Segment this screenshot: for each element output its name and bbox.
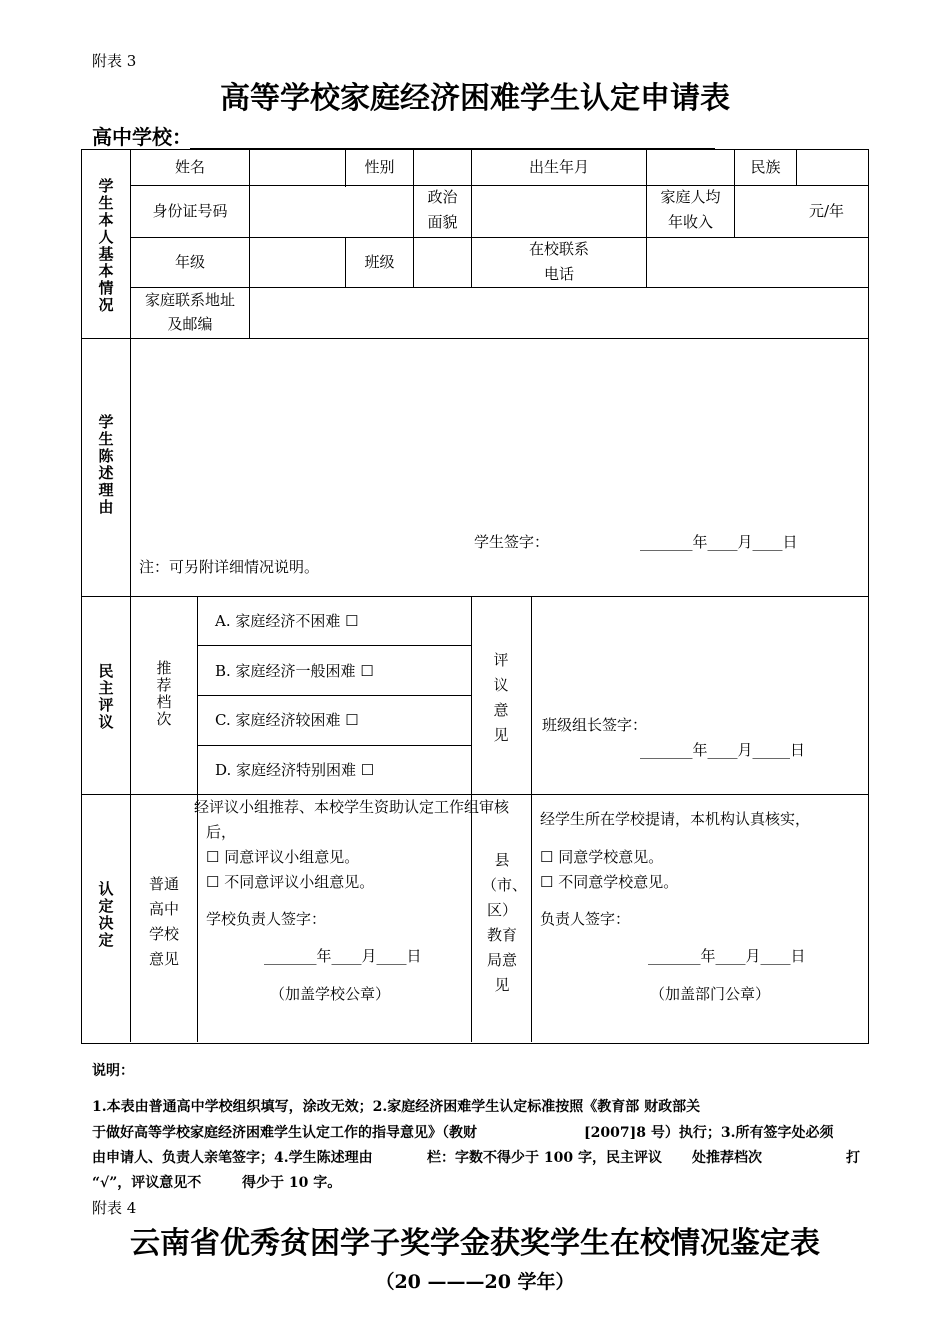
section-statement: 学生陈述理由 [98, 413, 114, 516]
grade-field[interactable] [250, 238, 345, 287]
address-label-2: 及邮编 [167, 315, 213, 333]
grade-label: 年级 [174, 253, 205, 271]
notes-line-3a: 由申请人、负责人亲笔签字；4.学生陈述理由 [92, 1150, 373, 1166]
name-label: 姓名 [174, 158, 205, 176]
income-unit: 元/年 [809, 202, 845, 220]
gender-field[interactable] [414, 151, 471, 185]
school-signature-date[interactable]: _______年____月____日 [264, 947, 422, 965]
political-label-1: 政治 [427, 188, 458, 206]
student-signature-label: 学生签字： [474, 533, 550, 551]
recommend-level-label: 推荐档次 [156, 659, 172, 728]
notes-line-2b: [2007]8 号）执行；3.所有签字处必须 [584, 1125, 834, 1141]
option-b[interactable]: B. 家庭经济一般困难 ☐ [215, 662, 374, 680]
phone-label-1: 在校联系 [528, 240, 589, 258]
school-head-signature-label: 学校负责人签字： [206, 910, 327, 928]
option-a[interactable]: A. 家庭经济不困难 ☐ [215, 612, 359, 630]
county-signature-date[interactable]: _______年____月____日 [648, 947, 806, 965]
id-number-field[interactable] [250, 187, 413, 237]
evaluation-opinion-label: 评议意见 [493, 651, 509, 744]
form-4-title: 云南省优秀贫困学子奖学金获奖学生在校情况鉴定表 [130, 1226, 820, 1261]
county-seal-note: （加盖部门公章） [650, 985, 771, 1003]
academic-year-line[interactable]: （20 ———20 学年） [375, 1271, 575, 1293]
notes-line-2: 于做好高等学校家庭经济困难学生认定工作的指导意见》（教财 [92, 1125, 477, 1141]
school-seal-note: （加盖学校公章） [270, 985, 391, 1003]
school-agree-option[interactable]: ☐ 同意评议小组意见。 [206, 848, 360, 866]
county-agree-option[interactable]: ☐ 同意学校意见。 [540, 848, 664, 866]
address-field[interactable] [250, 288, 867, 338]
ethnicity-label: 民族 [750, 158, 781, 176]
id-number-label: 身份证号码 [152, 202, 228, 220]
statement-note: 注：可另附详细情况说明。 [139, 558, 320, 576]
school-review-text-cont: 后， [206, 823, 237, 841]
appendix-label: 附表 3 [92, 52, 137, 70]
notes-heading: 说明： [92, 1063, 134, 1079]
notes-line-3b: 栏：字数不得少于 100 字，民主评议 [427, 1150, 662, 1166]
notes-line-1: 1.本表由普通高中学校组织填写，涂改无效；2.家庭经济困难学生认定标准按照《教育部 财政部关 [92, 1099, 701, 1115]
political-label-2: 面貌 [427, 213, 458, 231]
income-label-1: 家庭人均 [660, 188, 721, 206]
group-leader-signature-label: 班级组长签字： [542, 716, 648, 734]
class-label: 班级 [364, 253, 395, 271]
county-head-signature-label: 负责人签字： [540, 910, 631, 928]
county-disagree-option[interactable]: ☐ 不同意学校意见。 [540, 873, 679, 891]
address-label-1: 家庭联系地址 [144, 291, 235, 309]
class-field[interactable] [414, 238, 471, 287]
notes-line-4a: “√”，评议意见不 [92, 1175, 202, 1191]
birth-label: 出生年月 [528, 158, 589, 176]
option-c[interactable]: C. 家庭经济较困难 ☐ [215, 711, 359, 729]
section-democratic: 民主评议 [98, 662, 114, 731]
school-label: 高中学校： [92, 125, 192, 149]
birth-field[interactable] [647, 151, 734, 185]
notes-line-4b: 得少于 10 字。 [242, 1175, 342, 1191]
school-review-text: 经评议小组推荐、本校学生资助认定工作组审核 [194, 798, 510, 816]
income-label-2: 年收入 [667, 213, 713, 231]
county-review-text: 经学生所在学校提请，本机构认真核实， [540, 810, 811, 828]
statement-textarea[interactable] [131, 339, 867, 529]
notes-line-3d: 打 [846, 1150, 860, 1166]
political-field[interactable] [472, 187, 646, 237]
phone-field[interactable] [647, 238, 867, 287]
income-field[interactable] [735, 187, 867, 237]
county-opinion-label: 县（市、区）教育局意见 [482, 851, 528, 994]
school-disagree-option[interactable]: ☐ 不同意评议小组意见。 [206, 873, 375, 891]
student-signature-date[interactable]: _______年____月____日 [640, 533, 798, 551]
notes-line-3c: 处推荐档次 [692, 1150, 762, 1166]
option-d[interactable]: D. 家庭经济特别困难 ☐ [215, 761, 375, 779]
phone-label-2: 电话 [543, 265, 574, 283]
gender-label: 性别 [364, 158, 395, 176]
evaluation-opinion-field[interactable] [532, 598, 867, 708]
ethnicity-field[interactable] [797, 151, 867, 185]
section-basic-info: 学生本人基本情况 [98, 177, 114, 314]
appendix-4-label: 附表 4 [92, 1199, 137, 1217]
group-leader-signature-date[interactable]: _______年____月_____日 [640, 741, 806, 759]
school-opinion-label: 普通高中学校意见 [148, 875, 179, 968]
section-decision: 认定决定 [98, 880, 114, 949]
form-title: 高等学校家庭经济困难学生认定申请表 [220, 81, 730, 116]
name-field[interactable] [250, 151, 345, 185]
